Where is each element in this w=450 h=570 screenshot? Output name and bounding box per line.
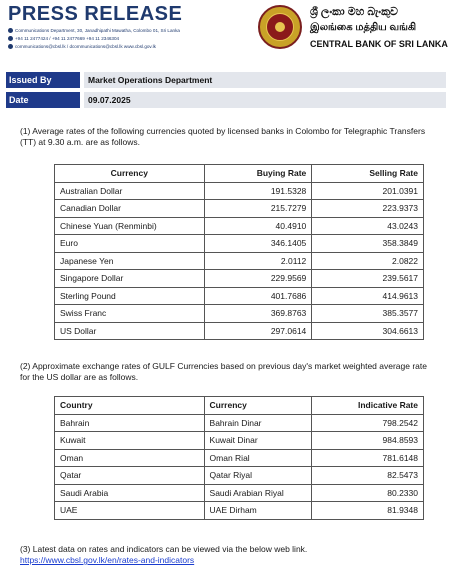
selling-rate-cell: 43.0243 — [312, 217, 424, 235]
bank-name-tamil: இலங்கை மத்திய வங்கி — [310, 22, 417, 33]
emblem-core — [275, 22, 285, 32]
buying-rate-cell: 369.8763 — [204, 305, 312, 323]
currency-cell: US Dollar — [55, 322, 205, 340]
contact-address: Communications Department, 30, Janadhipathi Mawatha, Colombo 01, Sri Lanka — [8, 28, 180, 33]
section1-text: (1) Average rates of the following currencies quoted by licensed banks in Colombo for Telegraphic Transfers (TT) at 9.30 a.m. are as follows. — [20, 126, 426, 147]
table-header-row — [55, 397, 424, 415]
currency-cell: Chinese Yuan (Renminbi) — [55, 217, 205, 235]
section3 — [20, 544, 432, 566]
emblem-inner — [266, 13, 294, 41]
section3-text: (3) Latest data on rates and indicators can be viewed via the below web link. — [20, 544, 308, 554]
country-cell: Oman — [55, 449, 205, 467]
table-row — [55, 287, 424, 305]
tt-rates-table — [54, 164, 424, 340]
table-row — [55, 449, 424, 467]
phone-icon — [8, 36, 13, 41]
currency-cell: Swiss Franc — [55, 305, 205, 323]
buying-rate-cell: 346.1405 — [204, 235, 312, 253]
indicative-rate-cell: 781.6148 — [312, 449, 424, 467]
country-cell: Bahrain — [55, 414, 205, 432]
table-row — [55, 217, 424, 235]
table-row — [55, 502, 424, 520]
table-row — [55, 235, 424, 253]
table-row — [55, 432, 424, 450]
currency-cell: Oman Rial — [204, 449, 312, 467]
col-header-country: Country — [55, 397, 205, 415]
currency-cell: Bahrain Dinar — [204, 414, 312, 432]
table-row — [55, 467, 424, 485]
cbsl-emblem-icon — [258, 5, 302, 49]
location-icon — [8, 28, 13, 33]
press-release-title: PRESS RELEASE — [8, 3, 183, 25]
press-release-header — [0, 0, 450, 62]
currency-cell: Singapore Dollar — [55, 270, 205, 288]
email-icon — [8, 44, 13, 49]
issued-by-value: Market Operations Department — [84, 72, 446, 88]
currency-cell: Australian Dollar — [55, 182, 205, 200]
selling-rate-cell: 201.0391 — [312, 182, 424, 200]
table-row — [55, 200, 424, 218]
bank-name-sinhala: ශ්‍රී ලංකා මහ බැංකුව — [310, 6, 398, 18]
country-cell: Saudi Arabia — [55, 484, 205, 502]
date-row — [6, 92, 446, 108]
currency-cell: Japanese Yen — [55, 252, 205, 270]
col-header-buying: Buying Rate — [204, 165, 312, 183]
col-header-currency: Currency — [55, 165, 205, 183]
table-row — [55, 182, 424, 200]
table-row — [55, 322, 424, 340]
indicative-rate-cell: 80.2330 — [312, 484, 424, 502]
col-header-currency: Currency — [204, 397, 312, 415]
table-row — [55, 270, 424, 288]
indicative-rate-cell: 82.5473 — [312, 467, 424, 485]
buying-rate-cell: 191.5328 — [204, 182, 312, 200]
rates-indicators-link[interactable]: https://www.cbsl.gov.lk/en/rates-and-indicators — [20, 555, 195, 565]
table-row — [55, 484, 424, 502]
currency-cell: Euro — [55, 235, 205, 253]
selling-rate-cell: 304.6613 — [312, 322, 424, 340]
currency-cell: Kuwait Dinar — [204, 432, 312, 450]
currency-cell: UAE Dirham — [204, 502, 312, 520]
gulf-rates-table — [54, 396, 424, 520]
selling-rate-cell: 2.0822 — [312, 252, 424, 270]
bank-name-english: CENTRAL BANK OF SRI LANKA — [310, 39, 448, 49]
indicative-rate-cell: 798.2542 — [312, 414, 424, 432]
table-row — [55, 414, 424, 432]
col-header-indicative-rate: Indicative Rate — [312, 397, 424, 415]
issued-by-row — [6, 72, 446, 88]
buying-rate-cell: 2.0112 — [204, 252, 312, 270]
contact-phone: +94 11 2477424 / +94 11 2477669 +94 11 2346304 — [8, 36, 119, 41]
country-cell: UAE — [55, 502, 205, 520]
currency-cell: Canadian Dollar — [55, 200, 205, 218]
date-label: Date — [6, 92, 80, 108]
table-row — [55, 305, 424, 323]
contact-web: communications@cbsl.lk / dcommunications@cbsl.lk www.cbsl.gov.lk — [8, 44, 156, 49]
issued-by-label: Issued By — [6, 72, 80, 88]
selling-rate-cell: 385.3577 — [312, 305, 424, 323]
indicative-rate-cell: 81.9348 — [312, 502, 424, 520]
currency-cell: Qatar Riyal — [204, 467, 312, 485]
buying-rate-cell: 401.7686 — [204, 287, 312, 305]
buying-rate-cell: 215.7279 — [204, 200, 312, 218]
selling-rate-cell: 414.9613 — [312, 287, 424, 305]
indicative-rate-cell: 984.8593 — [312, 432, 424, 450]
selling-rate-cell: 239.5617 — [312, 270, 424, 288]
country-cell: Kuwait — [55, 432, 205, 450]
date-value: 09.07.2025 — [84, 92, 446, 108]
currency-cell: Saudi Arabian Riyal — [204, 484, 312, 502]
selling-rate-cell: 358.3849 — [312, 235, 424, 253]
section2-text: (2) Approximate exchange rates of GULF Currencies based on previous day's market weighted average rate for the US dollar are as follows. — [20, 361, 427, 382]
table-header-row — [55, 165, 424, 183]
buying-rate-cell: 229.9569 — [204, 270, 312, 288]
col-header-selling: Selling Rate — [312, 165, 424, 183]
buying-rate-cell: 297.0614 — [204, 322, 312, 340]
selling-rate-cell: 223.9373 — [312, 200, 424, 218]
currency-cell: Sterling Pound — [55, 287, 205, 305]
country-cell: Qatar — [55, 467, 205, 485]
table-row — [55, 252, 424, 270]
buying-rate-cell: 40.4910 — [204, 217, 312, 235]
